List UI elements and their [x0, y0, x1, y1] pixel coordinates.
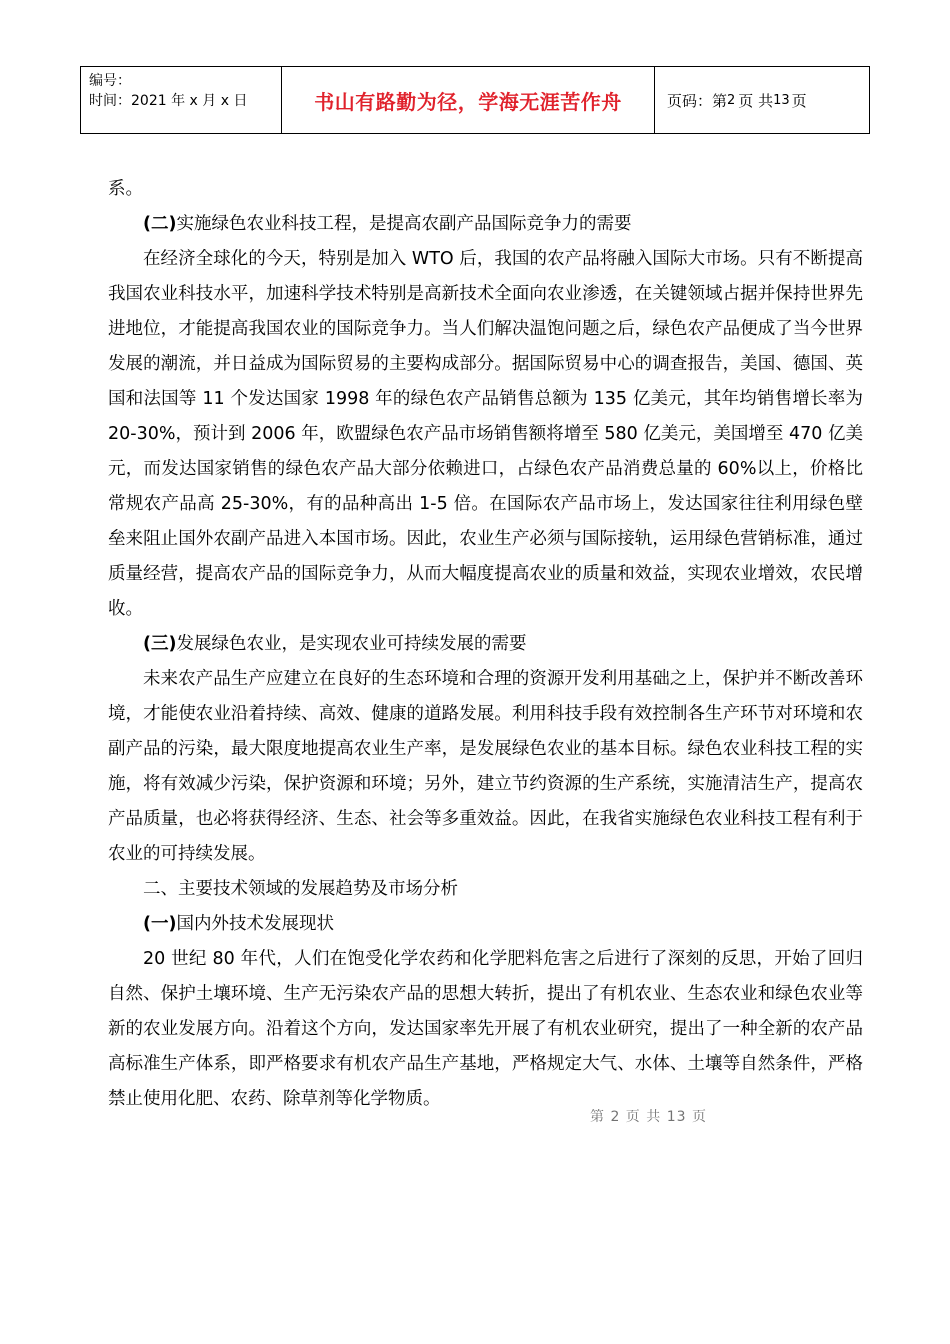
time-label: 时间：2021 年 x 月 x 日: [89, 93, 248, 109]
subheading-3-number: (三): [143, 634, 177, 654]
page-middle: 页 共: [738, 91, 774, 110]
subheading-1-text: 国内外技术发展现状: [176, 914, 334, 934]
page-current: 2: [727, 92, 736, 108]
subheading-1: [108, 907, 863, 942]
subheading-3: [108, 627, 863, 662]
page-total: 13: [773, 92, 790, 108]
page-footer-overlay: 第 2 页 共 13 页: [590, 1109, 707, 1125]
header-meta: [81, 67, 282, 133]
subheading-3-text: 发展绿色农业，是实现农业可持续发展的需要: [176, 634, 527, 654]
paragraph-competitiveness: 在经济全球化的今天，特别是加入 WTO 后，我国的农产品将融入国际大市场。只有不断提高我国农业科技水平，加速科学技术特别是高新技术全面向农业渗透，在关键领域占据并保持世界先进地位，才能提高我国农业的国际竞争力。当人们解决温饱问题之后，绿色农产品便成了当今世界发展的潮流，并日益成为国际贸易的主要构成部分。据国际贸易中心的调查报告，美国、德国、英国和法国等 11 个发达国家 1998 年的绿色农产品销售总额为 135 亿美元，其年均销售增长率为 20-30%，预计到 2006 年，欧盟绿色农产品市场销售额将增至 580 亿美元，美国增至 470 亿美元，而发达国家销售的绿色农产品大部分依赖进口，占绿色农产品消费总量的 60%以上，价格比常规农产品高 25-30%，有的品种高出 1-5 倍。在国际农产品市场上，发达国家往往利用绿色壁垒来阻止国外农副产品进入本国市场。因此，农业生产必须与国际接轨，运用绿色营销标准，通过质量经营，提高农产品的国际竞争力，从而大幅度提高农业的质量和效益，实现农业增效，农民增收。: [108, 249, 863, 619]
header-page-number: [655, 67, 869, 133]
section-heading-2: 二、主要技术领域的发展趋势及市场分析: [143, 879, 458, 899]
subheading-1-number: (一): [143, 914, 177, 934]
page-prefix: 页码：第: [667, 91, 728, 110]
number-label: 编号：: [89, 73, 131, 89]
paragraph-tech-status: 20 世纪 80 年代，人们在饱受化学农药和化学肥料危害之后进行了深刻的反思，开始了回归自然、保护土壤环境、生产无污染农产品的思想大转折，提出了有机农业、生态农业和绿色农业等新的农业发展方向。沿着这个方向，发达国家率先开展了有机农业研究，提出了一种全新的农产品高标准生产体系，即严格要求有机农产品生产基地，严格规定大气、水体、土壤等自然条件，严格禁止使用化肥、农药、除草剂等化学物质。: [108, 949, 863, 1109]
paragraph-sustainability: 未来农产品生产应建立在良好的生态环境和合理的资源开发利用基础之上，保护并不断改善环境，才能使农业沿着持续、高效、健康的道路发展。利用科技手段有效控制各生产环节对环境和农副产品的污染，最大限度地提高农业生产率，是发展绿色农业的基本目标。绿色农业科技工程的实施，将有效减少污染，保护资源和环境；另外，建立节约资源的生产系统，实施清洁生产，提高农产品质量，也必将获得经济、生态、社会等多重效益。因此，在我省实施绿色农业科技工程有利于农业的可持续发展。: [108, 669, 863, 864]
header-motto: 书山有路勤为径，学海无涯苦作舟: [282, 67, 655, 133]
page-suffix: 页: [791, 91, 807, 110]
document-body: [108, 172, 863, 1117]
subheading-2: [108, 207, 863, 242]
paragraph-continuation: 系。: [108, 179, 143, 199]
subheading-2-number: (二): [143, 214, 177, 234]
subheading-2-text: 实施绿色农业科技工程，是提高农副产品国际竞争力的需要: [176, 214, 632, 234]
page-header: [80, 66, 870, 134]
